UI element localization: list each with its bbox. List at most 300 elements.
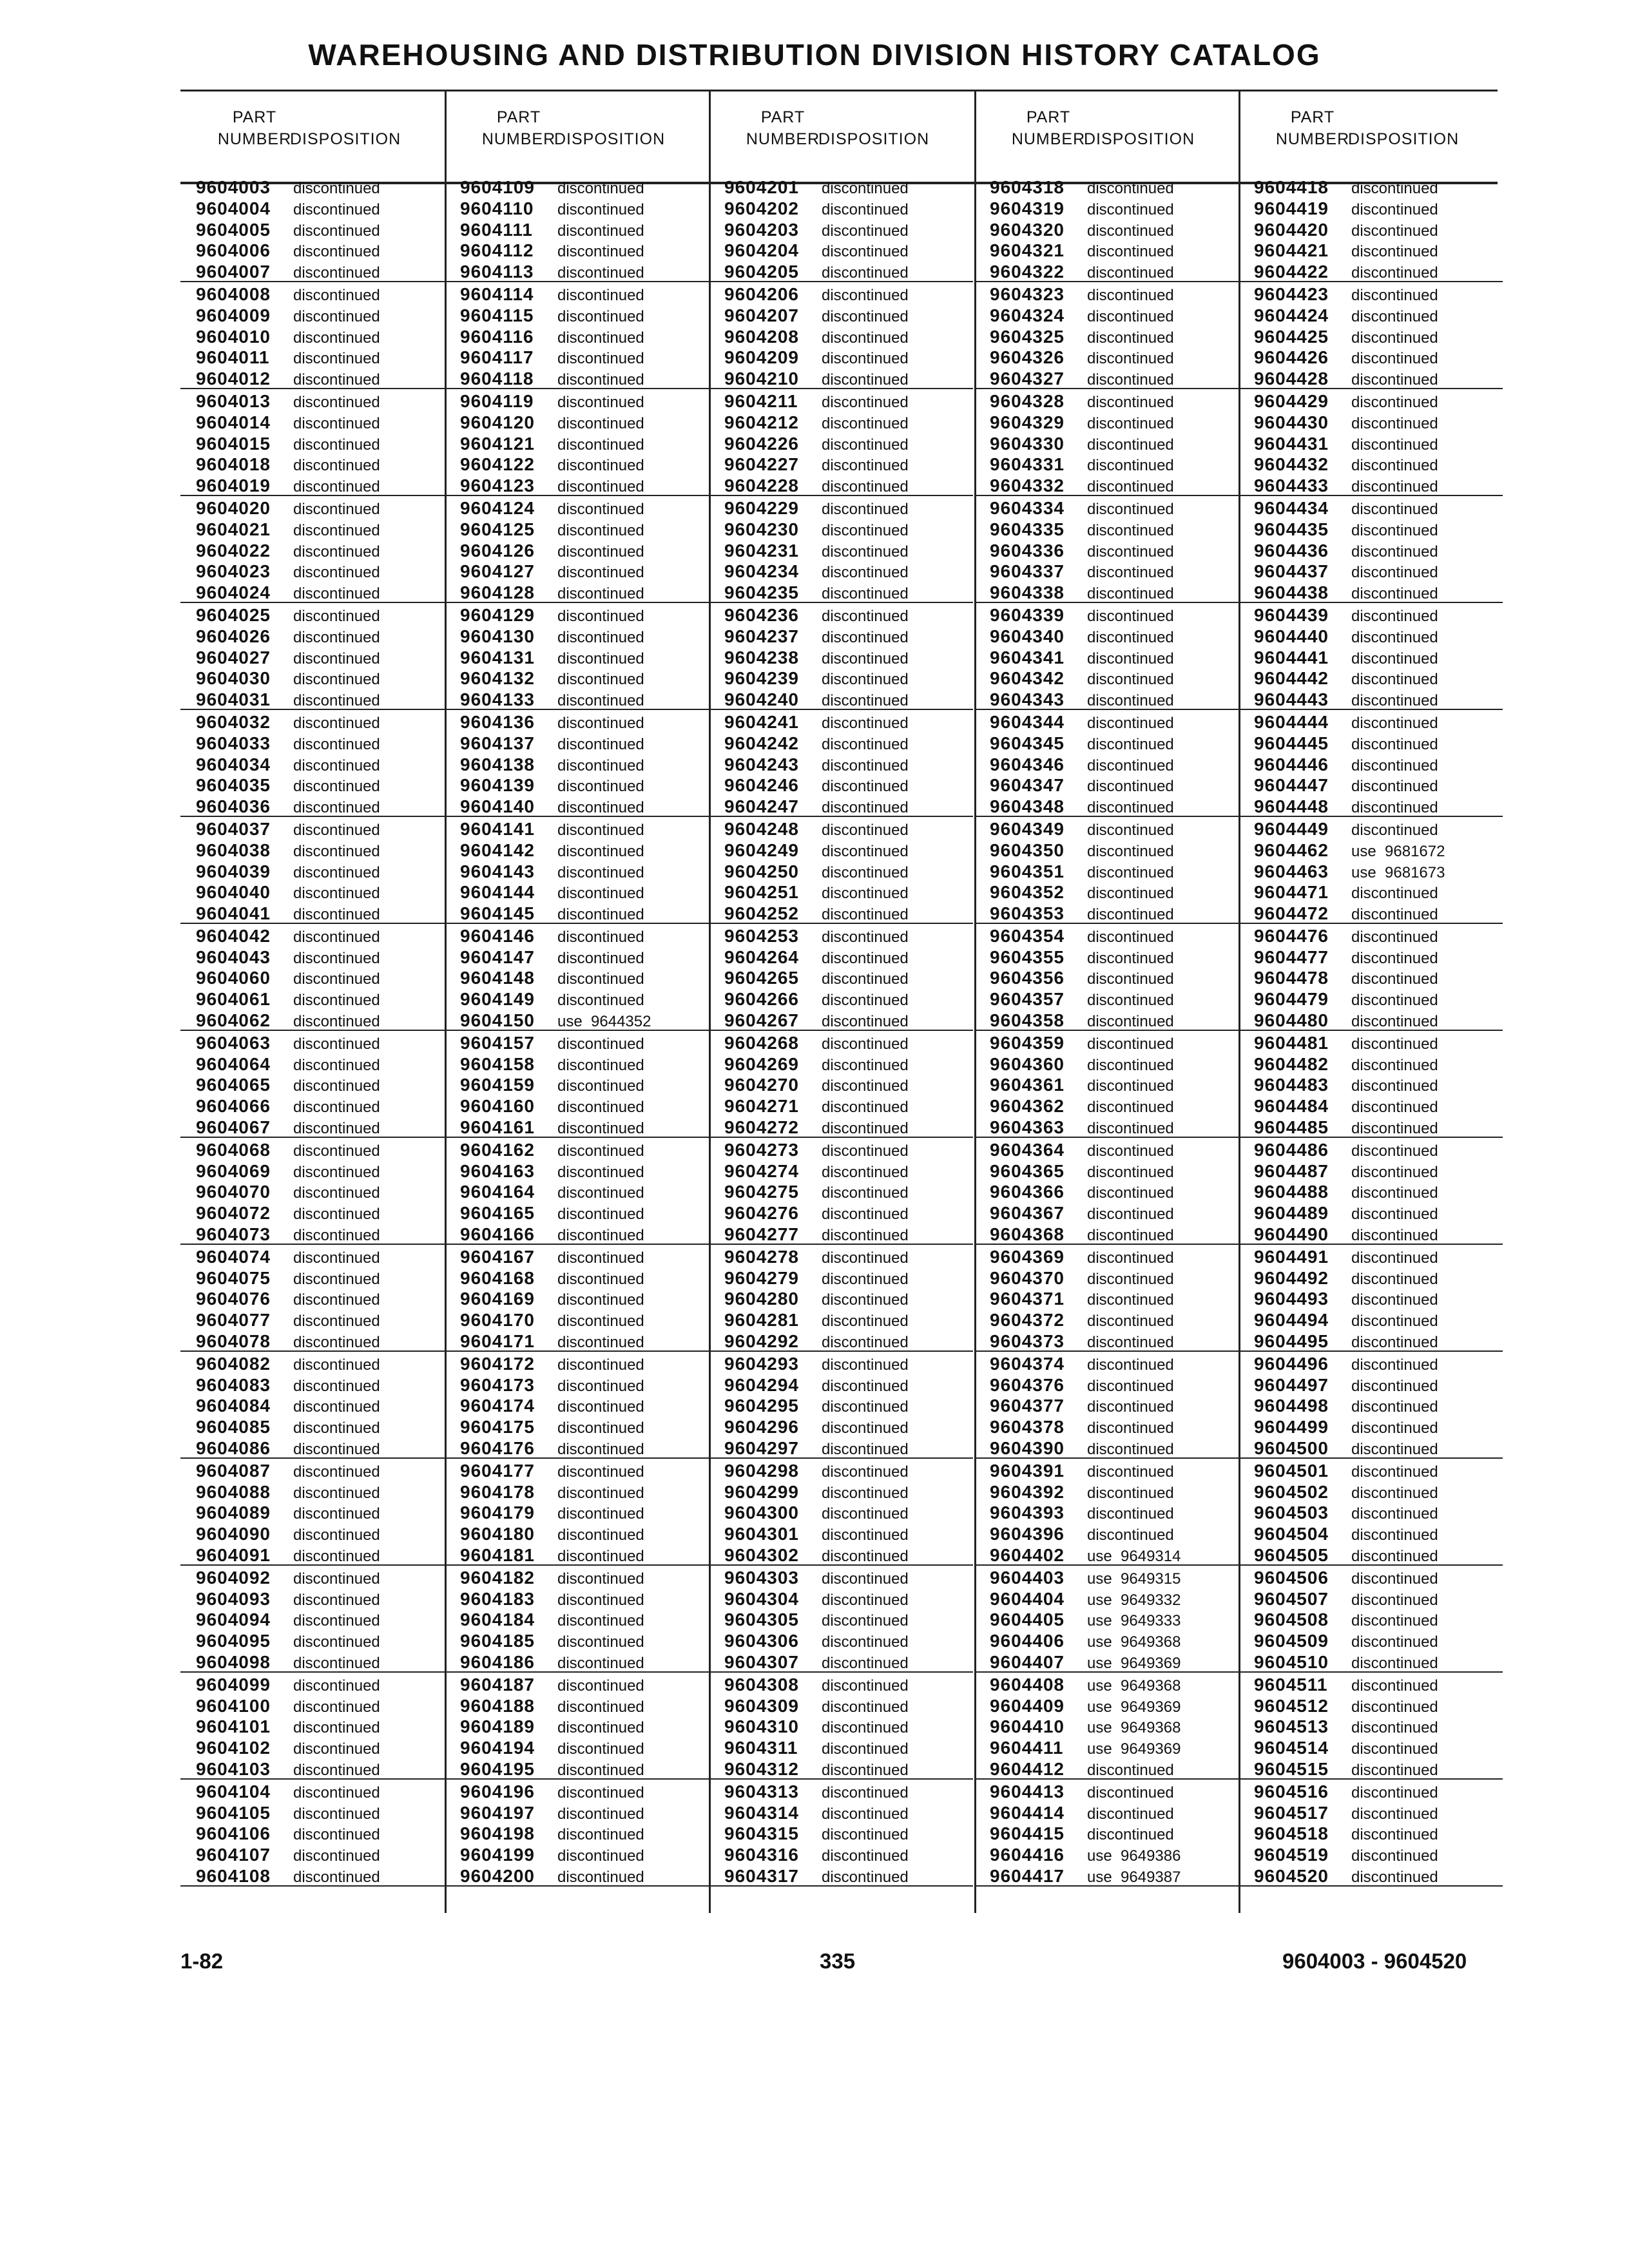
part-number: 9604349 <box>990 818 1065 839</box>
part-number: 9604036 <box>196 796 271 817</box>
table-row <box>1239 1694 1503 1715</box>
disposition: use 9649368 <box>1087 1719 1181 1737</box>
disposition: discontinued <box>557 1334 644 1352</box>
disposition: discontinued <box>1351 1013 1438 1031</box>
table-row <box>1239 1352 1503 1373</box>
table-row <box>180 1094 445 1115</box>
part-number: 9604443 <box>1254 689 1329 710</box>
table-row <box>709 1629 973 1650</box>
disposition: discontinued <box>557 1312 644 1331</box>
table-row <box>974 218 1239 239</box>
table-row <box>974 1394 1239 1415</box>
table-row <box>445 1608 709 1629</box>
disposition: discontinued <box>822 521 909 539</box>
table-column <box>709 97 973 1886</box>
table-row <box>1239 666 1503 687</box>
part-number: 9604091 <box>196 1545 271 1565</box>
disposition: discontinued <box>293 1163 380 1181</box>
disposition: discontinued <box>1087 1484 1174 1502</box>
part-number: 9604345 <box>990 733 1065 753</box>
table-row <box>180 1266 445 1287</box>
disposition: use 9649386 <box>1087 1847 1181 1865</box>
part-number: 9604174 <box>460 1396 535 1416</box>
disposition: discontinued <box>822 1654 909 1672</box>
disposition: discontinued <box>293 1206 380 1224</box>
part-number: 9604279 <box>724 1267 800 1288</box>
table-row <box>1239 1308 1503 1329</box>
table-row <box>709 1159 973 1180</box>
table-row <box>709 1821 973 1843</box>
table-row <box>709 666 973 687</box>
table-row <box>974 731 1239 753</box>
table-row <box>709 1008 973 1031</box>
table-row <box>709 1480 973 1501</box>
part-number: 9604520 <box>1254 1865 1329 1886</box>
part-number: 9604444 <box>1254 711 1329 732</box>
disposition: discontinued <box>1087 1783 1174 1802</box>
disposition: discontinued <box>1087 949 1174 967</box>
part-number: 9604471 <box>1254 882 1329 903</box>
part-number: 9604142 <box>460 840 535 860</box>
table-row <box>1239 924 1503 945</box>
disposition: discontinued <box>557 735 644 753</box>
disposition: discontinued <box>822 1719 909 1737</box>
table-row <box>180 389 445 410</box>
disposition: discontinued <box>822 307 909 325</box>
table-row <box>974 924 1239 945</box>
part-number: 9604350 <box>990 840 1065 860</box>
disposition: discontinued <box>1087 692 1174 710</box>
table-row <box>974 389 1239 410</box>
table-row <box>180 966 445 987</box>
part-number: 9604322 <box>990 262 1065 282</box>
disposition: discontinued <box>1087 1291 1174 1309</box>
part-number: 9604038 <box>196 840 271 860</box>
part-number: 9604194 <box>460 1738 535 1758</box>
table-row <box>974 945 1239 966</box>
table-row <box>709 1052 973 1073</box>
table-row <box>709 945 973 966</box>
table-row <box>709 1245 973 1266</box>
part-number: 9604504 <box>1254 1524 1329 1544</box>
table-row <box>1239 710 1503 731</box>
part-number: 9604297 <box>724 1438 800 1459</box>
table-row <box>445 731 709 753</box>
table-row <box>180 496 445 517</box>
table-row <box>709 1694 973 1715</box>
part-number: 9604149 <box>460 989 535 1010</box>
table-row <box>445 496 709 517</box>
part-number: 9604494 <box>1254 1310 1329 1331</box>
table-row <box>974 410 1239 432</box>
part-number: 9604141 <box>460 818 535 839</box>
table-row <box>1239 1650 1503 1673</box>
disposition: discontinued <box>1351 799 1438 817</box>
disposition: discontinued <box>1351 200 1438 218</box>
table-row <box>709 1501 973 1522</box>
table-row <box>445 624 709 646</box>
disposition: discontinued <box>293 457 380 475</box>
part-number: 9604483 <box>1254 1075 1329 1095</box>
disposition: discontinued <box>822 243 909 261</box>
part-number: 9604251 <box>724 882 800 903</box>
table-row <box>445 474 709 496</box>
disposition: discontinued <box>1351 1312 1438 1331</box>
disposition: discontinued <box>557 649 644 668</box>
table-row <box>445 218 709 239</box>
part-number: 9604354 <box>990 925 1065 946</box>
column-header <box>1239 97 1503 169</box>
disposition: discontinued <box>293 1505 380 1523</box>
part-number: 9604177 <box>460 1460 535 1481</box>
part-number: 9604078 <box>196 1331 271 1352</box>
table-row <box>1239 1008 1503 1031</box>
table-row <box>180 1864 445 1887</box>
table-row <box>1239 1543 1503 1566</box>
part-number: 9604312 <box>724 1758 800 1779</box>
part-number: 9604147 <box>460 947 535 967</box>
disposition: discontinued <box>822 821 909 839</box>
part-number: 9604206 <box>724 284 800 304</box>
part-number: 9604412 <box>990 1758 1065 1779</box>
page-range: 9604003 - 9604520 <box>1282 1949 1467 1973</box>
part-number: 9604403 <box>990 1567 1065 1588</box>
table-row <box>1239 197 1503 218</box>
part-number: 9604512 <box>1254 1695 1329 1716</box>
part-number: 9604517 <box>1254 1802 1329 1823</box>
part-number: 9604164 <box>460 1182 535 1202</box>
part-number: 9604503 <box>1254 1503 1329 1523</box>
part-number: 9604165 <box>460 1203 535 1224</box>
disposition: discontinued <box>1351 649 1438 668</box>
part-number: 9604230 <box>724 519 800 539</box>
top-rule <box>180 90 1498 91</box>
table-row <box>1239 1522 1503 1543</box>
part-number: 9604183 <box>460 1588 535 1609</box>
disposition: discontinued <box>1351 970 1438 988</box>
disposition: discontinued <box>822 735 909 753</box>
disposition: discontinued <box>1351 180 1438 197</box>
part-number: 9604302 <box>724 1545 800 1565</box>
disposition: discontinued <box>1351 1548 1438 1565</box>
table-row <box>445 197 709 218</box>
disposition: discontinued <box>1087 1398 1174 1416</box>
column-header <box>180 97 445 169</box>
disposition: discontinued <box>557 478 644 496</box>
table-row <box>445 1159 709 1180</box>
table-row <box>445 1650 709 1673</box>
table-row <box>445 1394 709 1415</box>
disposition: discontinued <box>1351 371 1438 389</box>
disposition: discontinued <box>557 243 644 261</box>
disposition: discontinued <box>293 607 380 625</box>
table-row <box>974 367 1239 389</box>
page-number: 335 <box>820 1949 856 1973</box>
table-row <box>709 1757 973 1780</box>
part-number: 9604300 <box>724 1503 800 1523</box>
part-number: 9604319 <box>990 198 1065 218</box>
table-row <box>974 1587 1239 1608</box>
disposition: discontinued <box>822 1805 909 1823</box>
disposition: discontinued <box>1351 264 1438 282</box>
table-row <box>445 1757 709 1780</box>
disposition: discontinued <box>1087 1206 1174 1224</box>
disposition: discontinued <box>1087 264 1174 282</box>
disposition: discontinued <box>557 1035 644 1053</box>
table-row <box>180 1566 445 1587</box>
part-number: 9604065 <box>196 1075 271 1095</box>
disposition: discontinued <box>293 863 380 881</box>
table-row <box>709 838 973 860</box>
part-number: 9604515 <box>1254 1758 1329 1779</box>
part-number: 9604307 <box>724 1651 800 1672</box>
table-row <box>974 1436 1239 1459</box>
part-number: 9604198 <box>460 1823 535 1844</box>
table-row <box>1239 389 1503 410</box>
part-number: 9604303 <box>724 1567 800 1588</box>
disposition: discontinued <box>1351 286 1438 304</box>
part-number: 9604365 <box>990 1160 1065 1181</box>
table-row <box>1239 474 1503 496</box>
part-number: 9604138 <box>460 754 535 774</box>
part-number: 9604129 <box>460 604 535 625</box>
part-number: 9604116 <box>460 326 534 347</box>
part-number: 9604406 <box>990 1631 1065 1651</box>
disposition: discontinued <box>1351 671 1438 689</box>
table-row <box>1239 303 1503 325</box>
table-row <box>180 1543 445 1566</box>
disposition: discontinued <box>557 1249 644 1267</box>
part-number: 9604250 <box>724 861 800 881</box>
table-row <box>974 1501 1239 1522</box>
disposition: discontinued <box>293 243 380 261</box>
part-number: 9604481 <box>1254 1032 1329 1053</box>
disposition: discontinued <box>822 1698 909 1716</box>
disposition: discontinued <box>557 371 644 389</box>
disposition: discontinued <box>1351 457 1438 475</box>
disposition: discontinued <box>1087 1377 1174 1395</box>
part-number: 9604067 <box>196 1117 271 1138</box>
part-number: 9604027 <box>196 647 271 668</box>
part-number: 9604226 <box>724 433 800 454</box>
table-row <box>974 1415 1239 1436</box>
table-row <box>445 452 709 474</box>
table-row <box>180 687 445 710</box>
disposition: discontinued <box>293 714 380 732</box>
table-row <box>709 1222 973 1245</box>
part-number: 9604341 <box>990 647 1065 668</box>
table-row <box>445 325 709 346</box>
table-row <box>1239 646 1503 667</box>
disposition: discontinued <box>1351 992 1438 1010</box>
disposition: discontinued <box>1087 649 1174 668</box>
disposition: discontinued <box>557 1570 644 1588</box>
part-number: 9604439 <box>1254 604 1329 625</box>
disposition: discontinued <box>1351 1570 1438 1588</box>
table-row <box>709 581 973 603</box>
disposition: use 9649333 <box>1087 1612 1181 1630</box>
table-row <box>445 1266 709 1287</box>
table-row <box>180 1650 445 1673</box>
part-number: 9604137 <box>460 733 535 753</box>
part-number: 9604061 <box>196 989 271 1010</box>
table-row <box>974 1352 1239 1373</box>
disposition: discontinued <box>293 1698 380 1716</box>
part-number: 9604487 <box>1254 1160 1329 1181</box>
disposition: discontinued <box>1351 1826 1438 1844</box>
part-number: 9604201 <box>724 177 800 197</box>
part-number: 9604431 <box>1254 433 1329 454</box>
page-title: WAREHOUSING AND DISTRIBUTION DIVISION HISTORY CATALOG <box>308 38 1321 72</box>
part-number: 9604101 <box>196 1716 271 1737</box>
part-number: 9604118 <box>460 369 534 389</box>
table-row <box>180 1180 445 1201</box>
table-row <box>974 1008 1239 1031</box>
part-number: 9604335 <box>990 519 1065 539</box>
table-row <box>445 260 709 282</box>
table-row <box>180 1201 445 1222</box>
part-number: 9604252 <box>724 903 800 924</box>
table-row <box>1239 1073 1503 1094</box>
table-row <box>445 794 709 817</box>
disposition: discontinued <box>1087 222 1174 240</box>
disposition: use 9649369 <box>1087 1654 1181 1672</box>
disposition: discontinued <box>1351 1206 1438 1224</box>
part-number: 9604417 <box>990 1865 1065 1886</box>
part-number: 9604415 <box>990 1823 1065 1844</box>
part-number: 9604309 <box>724 1695 800 1716</box>
table-row <box>709 1073 973 1094</box>
table-row <box>445 1415 709 1436</box>
table-row <box>445 710 709 731</box>
table-row <box>974 238 1239 260</box>
table-row <box>180 325 445 346</box>
disposition: discontinued <box>557 1548 644 1565</box>
part-number: 9604113 <box>460 262 534 282</box>
part-number: 9604340 <box>990 626 1065 646</box>
table-row <box>445 1052 709 1073</box>
disposition: discontinued <box>557 607 644 625</box>
table-row <box>445 410 709 432</box>
table-row <box>709 794 973 817</box>
disposition: discontinued <box>293 307 380 325</box>
disposition: discontinued <box>557 714 644 732</box>
disposition: discontinued <box>1351 1419 1438 1437</box>
table-row <box>974 1373 1239 1394</box>
table-row <box>974 1138 1239 1159</box>
part-number: 9604126 <box>460 540 535 561</box>
disposition: discontinued <box>557 628 644 646</box>
disposition: use 9649387 <box>1087 1868 1181 1886</box>
disposition: discontinued <box>1351 1868 1438 1886</box>
disposition: discontinued <box>822 906 909 924</box>
disposition: discontinued <box>1351 1227 1438 1245</box>
part-number: 9604318 <box>990 177 1065 197</box>
disposition: use 9649332 <box>1087 1591 1181 1609</box>
part-number: 9604024 <box>196 582 271 603</box>
disposition: discontinued <box>293 1847 380 1865</box>
part-number: 9604023 <box>196 561 271 582</box>
disposition: discontinued <box>822 1740 909 1758</box>
part-number: 9604068 <box>196 1139 271 1160</box>
part-number: 9604278 <box>724 1246 800 1267</box>
table-row <box>974 901 1239 924</box>
table-row <box>974 817 1239 838</box>
part-number: 9604310 <box>724 1716 800 1737</box>
table-row <box>1239 1201 1503 1222</box>
part-number: 9604172 <box>460 1353 535 1374</box>
table-row <box>445 1459 709 1480</box>
part-number: 9604114 <box>460 284 534 304</box>
table-row <box>180 1821 445 1843</box>
part-number: 9604076 <box>196 1289 271 1309</box>
part-number: 9604346 <box>990 754 1065 774</box>
disposition: discontinued <box>293 222 380 240</box>
disposition: discontinued <box>557 906 644 924</box>
disposition: discontinued <box>293 371 380 389</box>
table-row <box>180 773 445 794</box>
part-number: 9604353 <box>990 903 1065 924</box>
table-row <box>709 687 973 710</box>
part-number: 9604006 <box>196 240 271 261</box>
part-number: 9604413 <box>990 1781 1065 1802</box>
part-number: 9604158 <box>460 1053 535 1074</box>
part-number: 9604314 <box>724 1802 800 1823</box>
part-number: 9604424 <box>1254 305 1329 325</box>
disposition: discontinued <box>1351 222 1438 240</box>
part-number: 9604243 <box>724 754 800 774</box>
table-row <box>709 367 973 389</box>
disposition: discontinued <box>822 1526 909 1544</box>
disposition: discontinued <box>1351 949 1438 967</box>
table-row <box>1239 282 1503 303</box>
disposition: discontinued <box>822 1505 909 1523</box>
disposition: discontinued <box>1351 414 1438 432</box>
disposition: discontinued <box>293 992 380 1010</box>
table-row <box>180 1629 445 1650</box>
part-number: 9604497 <box>1254 1374 1329 1395</box>
table-row <box>445 1308 709 1329</box>
disposition: discontinued <box>557 457 644 475</box>
table-row <box>1239 539 1503 560</box>
part-number: 9604012 <box>196 369 271 389</box>
disposition: discontinued <box>822 414 909 432</box>
table-row <box>445 603 709 624</box>
disposition: discontinued <box>293 1120 380 1138</box>
part-number: 9604159 <box>460 1075 535 1095</box>
disposition: discontinued <box>822 756 909 774</box>
table-row <box>709 710 973 731</box>
header-number: NUMBER <box>481 130 556 148</box>
part-number: 9604432 <box>1254 454 1329 475</box>
column-header <box>974 97 1239 169</box>
part-number: 9604039 <box>196 861 271 881</box>
disposition: discontinued <box>557 307 644 325</box>
disposition: discontinued <box>822 842 909 860</box>
table-row <box>1239 1373 1503 1394</box>
disposition: discontinued <box>293 543 380 561</box>
table-row <box>709 901 973 924</box>
part-number: 9604336 <box>990 540 1065 561</box>
part-number: 9604236 <box>724 604 800 625</box>
disposition: discontinued <box>557 564 644 582</box>
disposition: discontinued <box>557 1099 644 1117</box>
table-row <box>445 539 709 560</box>
disposition: discontinued <box>1351 1740 1438 1758</box>
part-number: 9604463 <box>1254 861 1329 881</box>
table-row <box>1239 1115 1503 1138</box>
part-number: 9604306 <box>724 1631 800 1651</box>
